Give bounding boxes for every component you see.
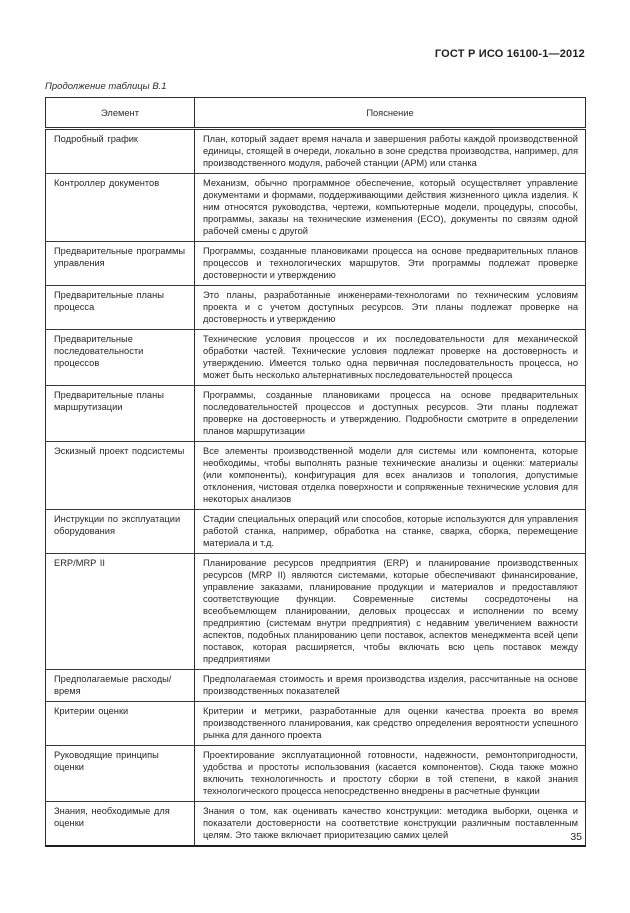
column-header-element: Элемент: [46, 98, 195, 129]
element-cell: Предварительные планы маршрутизации: [46, 386, 195, 442]
explanation-cell: Программы, созданные плановиками процесса на основе предварительных планов процессов и технологических маршрутов. Эти программы подлежат проверке достоверности и утверждению: [195, 242, 586, 286]
table-row: [46, 510, 586, 554]
element-cell: Предполагаемые расходы/время: [46, 670, 195, 702]
element-cell: Подробный график: [46, 129, 195, 174]
element-cell: Контроллер документов: [46, 174, 195, 242]
table-header-row: [46, 98, 586, 129]
explanation-cell: Технические условия процессов и их последовательности для механической обработки частей. Технические условия подлежат проверке на достоверность и утверждению. Имеется только одна первичная последовательность процесса, но может быть несколько альтернативных последовательностей процесса: [195, 330, 586, 386]
element-cell: Эскизный проект подсистемы: [46, 442, 195, 510]
table-caption: Продолжение таблицы В.1: [45, 81, 167, 92]
element-cell: Критерии оценки: [46, 702, 195, 746]
element-cell: ERP/MRP II: [46, 554, 195, 670]
explanation-cell: Все элементы производственной модели для системы или компонента, которые необходимы, чтобы выполнять разные технические анализы и оценки: материалы (или компоненты), конфигурация для всех анализов и топология, допустимые отклонения, чистовая отделка поверхности и сопряженные технические условия для некоторых анализов: [195, 442, 586, 510]
table-row: [46, 746, 586, 802]
explanation-cell: Стадии специальных операций или способов, которые используются для управления работой станка, например, обработка на станке, сварка, сборка, перемещение материала и т.д.: [195, 510, 586, 554]
explanation-cell: Это планы, разработанные инженерами-технологами по техническим условиям проекта и с учетом доступных ресурсов. Эти планы подлежат проверке на достоверность и утверждению: [195, 286, 586, 330]
table-row: [46, 702, 586, 746]
table-row: [46, 554, 586, 670]
explanation-cell: Проектирование эксплуатационной готовности, надежности, ремонтопригодности, удобства и простоты использования (касается компонентов). Сюда также можно включить технологичность и простоту сборки в той степени, в какой знания технологического процесса непосредственно внедрены в расчетные функции: [195, 746, 586, 802]
table-row: [46, 386, 586, 442]
page-number: 35: [570, 831, 582, 843]
explanation-cell: Программы, созданные плановиками процесса на основе предварительных последовательностей процессов и доступных ресурсов. Эти планы подлежат проверке на достоверность и утверждению. Подробности смотрите в определении планов маршрутизации: [195, 386, 586, 442]
table-row: [46, 286, 586, 330]
explanation-cell: Планирование ресурсов предприятия (ERP) и планирование производственных ресурсов (MRP II) являются системами, которые обеспечивают финансирование, управление заказами, планирование продукции и материалов и предоставляют соответствующие функции. Современные системы сосредоточены на всеобъемлющем планировании, деловых процессах и исполнении по всему предприятию (системам внутри предприятия) с недавним увеличением важности аспектов, подобных планированию цепи поставок, аспектов менеджмента всей цепи поставок, которая расширяется, чтобы включать всю цепь поставок между предприятиями: [195, 554, 586, 670]
column-header-explanation: Пояснение: [195, 98, 586, 129]
table-row: [46, 802, 586, 847]
table-row: [46, 330, 586, 386]
explanation-cell: Знания о том, как оценивать качество конструкции: методика выборки, оценка и показатели достоверности на соответствие конструкции различным поставленным целям. Это также включает приоритезацию самих целей: [195, 802, 586, 847]
element-cell: Руководящие принципы оценки: [46, 746, 195, 802]
table-row: [46, 129, 586, 174]
explanation-cell: Критерии и метрики, разработанные для оценки качества проекта во время производственного планирования, как средство определения вероятности успешного рынка для данного проекта: [195, 702, 586, 746]
explanation-cell: План, который задает время начала и завершения работы каждой производственной единицы, стоящей в очереди, локально в зоне средства производства, например, для производственного модуля, рабочей станции (АРМ) или станка: [203, 134, 578, 168]
element-cell: Предварительные последовательности процессов: [46, 330, 195, 386]
definitions-table: [45, 97, 586, 847]
table-row: [46, 174, 586, 242]
table-row: [46, 670, 586, 702]
table-row: [46, 442, 586, 510]
element-cell: Инструкции по эксплуатации оборудования: [46, 510, 195, 554]
element-cell: Предварительные программы управления: [46, 242, 195, 286]
document-header: ГОСТ Р ИСО 16100-1—2012: [434, 48, 585, 60]
explanation-cell: Механизм, обычно программное обеспечение, который осуществляет управление документами и формами, поддерживающими действия жизненного цикла изделия. К ним относятся руководства, чертежи, компьютерные модели, процедуры, способы, программы, заказы на технические изменения (ECO), документы по связям одной рабочей смены с другой: [195, 174, 586, 242]
element-cell: Предварительные планы процесса: [46, 286, 195, 330]
table-row: [46, 242, 586, 286]
explanation-cell: Предполагаемая стоимость и время производства изделия, рассчитанные на основе производственных показателей: [195, 670, 586, 702]
element-cell: Знания, необходимые для оценки: [46, 802, 195, 847]
